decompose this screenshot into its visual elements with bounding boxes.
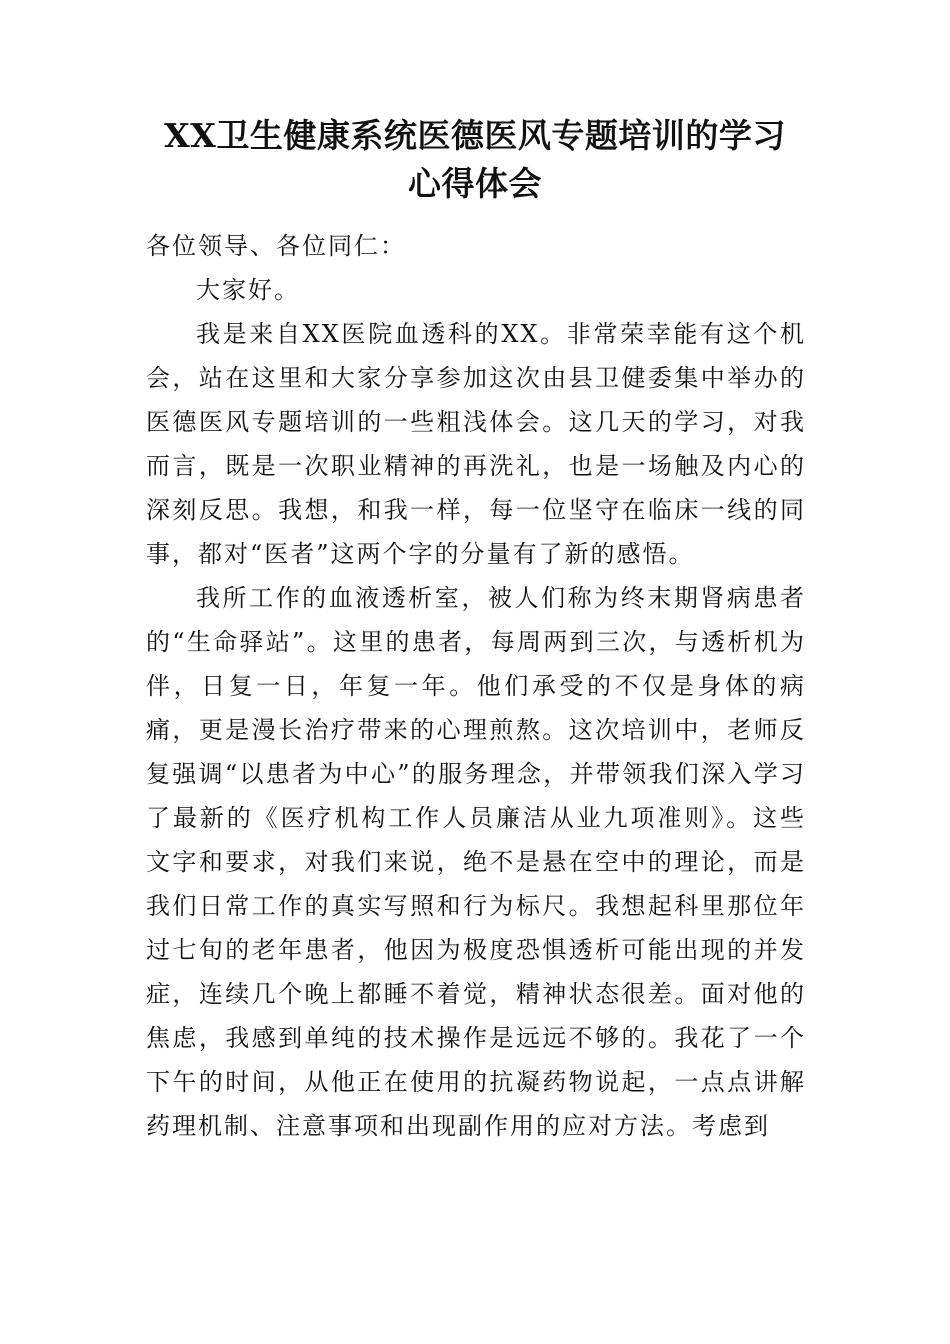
paragraph-2: 我所工作的血液透析室，被人们称为终末期肾病患者的“生命驿站”。这里的患者，每周两到三次，与透析机为伴，日复一日，年复一年。他们承受的不仅是身体的病痛，更是漫长治疗带来的心理煎熬。这次培训中，老师反复强调“以患者为中心”的服务理念，并带领我们深入学习了最新的《医疗机构工作人员廉洁从业九项准则》。这些文字和要求，对我们来说，绝不是悬在空中的理论，而是我们日常工作的真实写照和行为标尺。我想起科里那位年过七旬的老年患者，他因为极度恐惧透析可能出现的并发症，连续几个晚上都睡不着觉，精神状态很差。面对他的焦虑，我感到单纯的技术操作是远远不够的。我花了一个下午的时间，从他正在使用的抗凝药物说起，一点点讲解药理机制、注意事项和出现副作用的应对方法。考虑到 bbox=[146, 584, 806, 1140]
greeting: 大家好。 bbox=[196, 276, 300, 304]
title-line-1: XX卫生健康系统医德医风专题培训的学习 bbox=[164, 116, 786, 155]
paragraph-1: 我是来自XX医院血透科的XX。非常荣幸能有这个机会，站在这里和大家分享参加这次由县卫健委集中举办的医德医风专题培训的一些粗浅体会。这几天的学习，对我而言，既是一次职业精神的再洗礼，也是一场触及内心的深刻反思。我想，和我一样，每一位坚守在临床一线的同事，都对“医者”这两个字的分量有了新的感悟。 bbox=[146, 320, 806, 568]
document-title bbox=[120, 112, 830, 208]
document-body bbox=[146, 224, 806, 1148]
salutation: 各位领导、各位同仁： bbox=[146, 232, 406, 260]
title-line-2: 心得体会 bbox=[408, 164, 542, 203]
